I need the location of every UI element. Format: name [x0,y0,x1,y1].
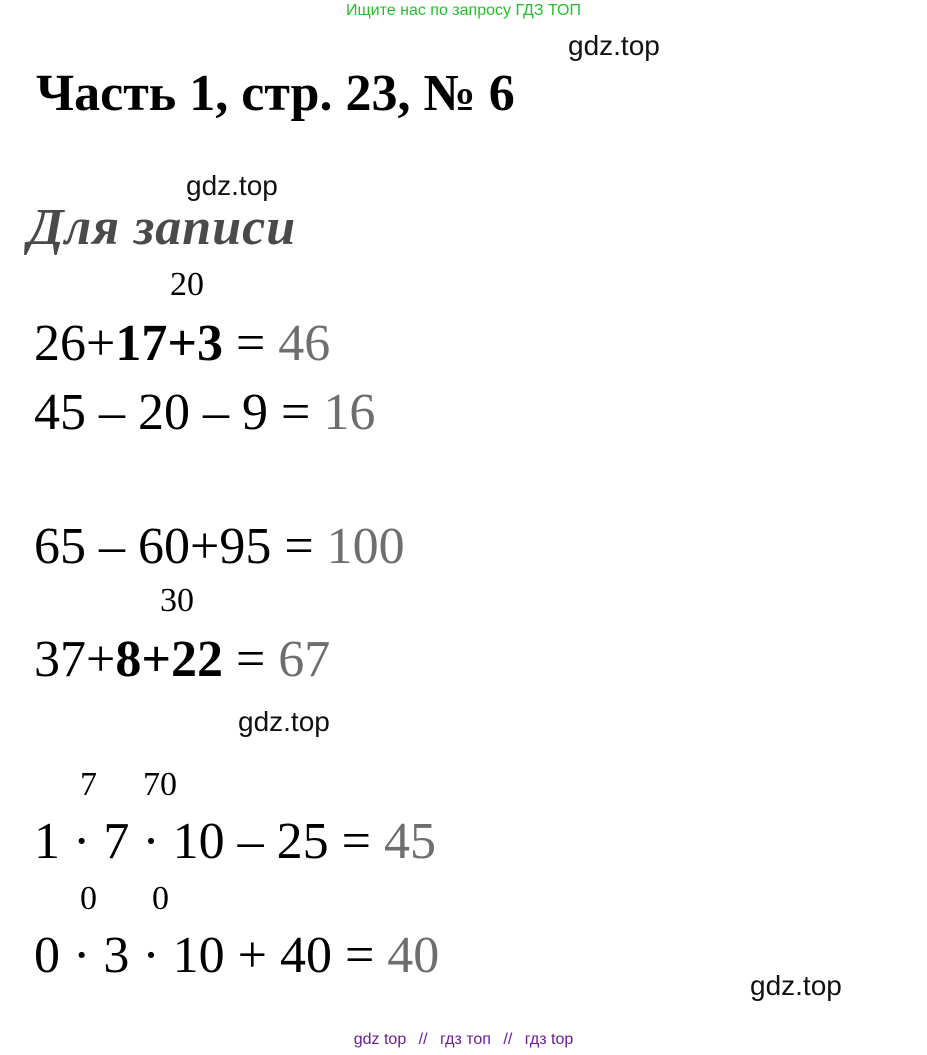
equation-3 [34,518,405,575]
footer-links [0,1031,927,1049]
equation-result: 100 [326,518,405,575]
equation-part: 26+ [34,315,116,372]
page-title: Часть 1, стр. 23, № 6 [36,65,515,122]
equation-part: = [222,631,279,688]
equation-part: 1 · 7 · 10 – 25 = [34,813,384,870]
equation-grouped-part: 17+3 [115,315,223,372]
equation-result: 45 [383,813,436,870]
equation-part: 37+ [34,631,116,688]
equation-result: 16 [323,384,376,441]
equation-result: 40 [387,927,440,984]
equation-4 [34,631,331,688]
watermark: gdz.top [186,170,278,201]
watermark: gdz.top [238,706,330,737]
footer-link[interactable]: gdz top [353,1031,407,1048]
equation-part: 65 – 60+95 = [34,518,327,575]
equation-grouped-part: 8+22 [115,631,223,688]
footer-link[interactable]: гдз top [524,1031,574,1048]
footer-separator: // [503,1031,513,1048]
equation-1 [34,315,331,372]
equation-part: = [222,315,279,372]
section-subtitle: Для записи [28,199,297,256]
intermediate-hint: 0 [152,880,169,917]
intermediate-hint: 20 [170,266,204,303]
intermediate-hint: 7 [80,766,97,803]
equation-result: 67 [278,631,331,688]
footer-link[interactable]: гдз топ [440,1031,491,1048]
equation-5 [34,813,436,870]
equation-result: 46 [278,315,331,372]
watermark: gdz.top [750,970,842,1001]
equation-6 [34,927,440,984]
intermediate-hint: 0 [80,880,97,917]
header-note: Ищите нас по запросу ГДЗ ТОП [346,2,581,19]
intermediate-hint: 70 [143,766,177,803]
equation-part: 0 · 3 · 10 + 40 = [34,927,388,984]
watermark: gdz.top [568,30,660,61]
intermediate-hint: 30 [160,582,194,619]
footer-separator: // [418,1031,428,1048]
equation-part: 45 – 20 – 9 = [34,384,324,441]
equation-2 [34,384,376,441]
